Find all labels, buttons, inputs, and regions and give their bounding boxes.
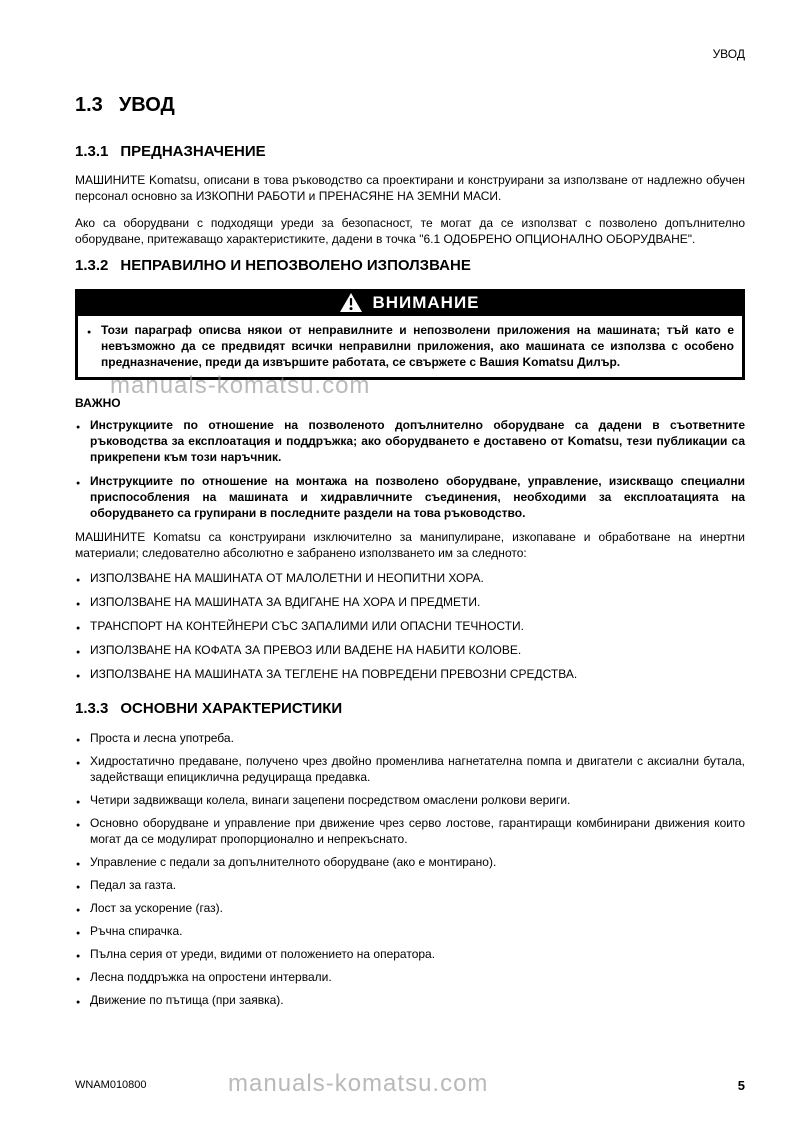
warning-body	[75, 316, 745, 380]
section-number: 1.3.2	[75, 257, 109, 274]
list-item: ● Пълна серия от уреди, видими от положението на оператора.	[75, 946, 745, 962]
list-item: ● Лост за ускорение (газ).	[75, 900, 745, 916]
list-item: ● Инструкциите по отношение на позволеното допълнително оборудване са дадени в съответните ръководства за експлоатация и поддръжка; ако оборудването е доставено от Komatsu, тези публикации са прикрепени към този наръчник.	[75, 417, 745, 465]
features-list	[75, 730, 745, 1008]
list-item: ● ИЗПОЛЗВАНЕ НА МАШИНАТА ЗА ТЕГЛЕНЕ НА ПОВРЕДЕНИ ПРЕВОЗНИ СРЕДСТВА.	[75, 666, 745, 682]
list-item: ● Хидростатично предаване, получено чрез двойно променлива нагнетателна помпа и двигатели с аксиални бутала, задействащи епициклична редуцираща предавка.	[75, 753, 745, 785]
important-list	[75, 417, 745, 521]
purpose-paragraph-2: Ако са оборудвани с подходящи уреди за безопасност, те могат да се използват с позволено допълнително оборудване, притежаващо характеристиките, дадени в точка "6.1 ОДОБРЕНО ОПЦИОНАЛНО ОБОРУДВАНЕ".	[75, 216, 745, 246]
list-item: ● Управление с педали за допълнителното оборудване (ако е монтирано).	[75, 854, 745, 870]
list-item: ● Лесна поддръжка на опростени интервали.	[75, 969, 745, 985]
list-item: ● Педал за газта.	[75, 877, 745, 893]
list-item: ● ИЗПОЛЗВАНЕ НА КОФАТА ЗА ПРЕВОЗ ИЛИ ВАДЕНЕ НА НАБИТИ КОЛОВЕ.	[75, 642, 745, 658]
list-item: ● ТРАНСПОРТ НА КОНТЕЙНЕРИ СЪС ЗАПАЛИМИ ИЛИ ОПАСНИ ТЕЧНОСТИ.	[75, 618, 745, 634]
list-item: ● Проста и лесна употреба.	[75, 730, 745, 746]
list-item: ● Основно оборудване и управление при движение чрез серво лостове, гарантиращи комбинирани движения които могат да се модулират пропорционално и непрекъснато.	[75, 815, 745, 847]
section-title: УВОД	[118, 94, 175, 116]
section-title: ПРЕДНАЗНАЧЕНИЕ	[120, 143, 266, 160]
warning-title: ВНИМАНИЕ	[372, 292, 480, 312]
list-item: ● Инструкциите по отношение на монтажа на позволено оборудване, управление, изискващо специални приспособления на машината и хидравличните съединения, необходими за експлоатацията на оборудването са групирани в последните раздели на това ръководство.	[75, 473, 745, 521]
watermark: manuals-komatsu.com	[228, 1070, 489, 1097]
warning-box	[75, 289, 745, 380]
section-heading-intro	[75, 94, 745, 117]
running-header: УВОД	[712, 47, 745, 61]
list-item: ● Ръчна спирачка.	[75, 923, 745, 939]
footer-document-code: WNAM010800	[75, 1079, 147, 1091]
list-item: ● Движение по пътища (при заявка).	[75, 992, 745, 1008]
prohibited-list	[75, 570, 745, 682]
purpose-paragraph-1: МАШИНИТЕ Komatsu, описани в това ръководство са проектирани и конструирани за използване от надлежно обучен персонал основно за ИЗКОПНИ РАБОТИ и ПРЕНАСЯНЕ НА ЗЕМНИ МАСИ.	[75, 173, 745, 203]
watermark: manuals-komatsu.com	[110, 372, 371, 399]
section-heading-improper-use	[75, 257, 745, 275]
section-title: ОСНОВНИ ХАРАКТЕРИСТИКИ	[120, 700, 343, 717]
prohibited-intro-paragraph: МАШИНИТЕ Komatsu са конструирани изключително за манипулиране, изкопаване и обработване на инертни материали; следователно абсолютно е забранено използването им за следното:	[75, 530, 745, 560]
section-heading-purpose	[75, 143, 745, 161]
list-item: ● ИЗПОЛЗВАНЕ НА МАШИНАТА ОТ МАЛОЛЕТНИ И НЕОПИТНИ ХОРА.	[75, 570, 745, 586]
section-heading-features	[75, 700, 745, 718]
section-title: НЕПРАВИЛНО И НЕПОЗВОЛЕНО ИЗПОЛЗВАНЕ	[120, 257, 471, 274]
warning-text: ● Този параграф описва някои от неправилните и непозволени приложения на машината; тъй като е невъзможно да се предвидят всички неправилни приложения, ако машината се използва с особено предназначение, преди да извършите работата, се свържете с Вашия Komatsu Дилър.	[86, 322, 734, 370]
section-number: 1.3	[75, 94, 103, 116]
list-item: ● Четири задвижващи колела, винаги зацепени посредством омаслени ролкови вериги.	[75, 792, 745, 808]
section-number: 1.3.1	[75, 143, 109, 160]
warning-triangle-icon	[340, 293, 362, 312]
footer-page-number: 5	[737, 1078, 745, 1093]
warning-header	[75, 289, 745, 316]
list-item: ● ИЗПОЛЗВАНЕ НА МАШИНАТА ЗА ВДИГАНЕ НА ХОРА И ПРЕДМЕТИ.	[75, 594, 745, 610]
important-label: ВАЖНО	[75, 396, 121, 410]
section-number: 1.3.3	[75, 700, 109, 717]
page-content	[75, 0, 745, 1015]
